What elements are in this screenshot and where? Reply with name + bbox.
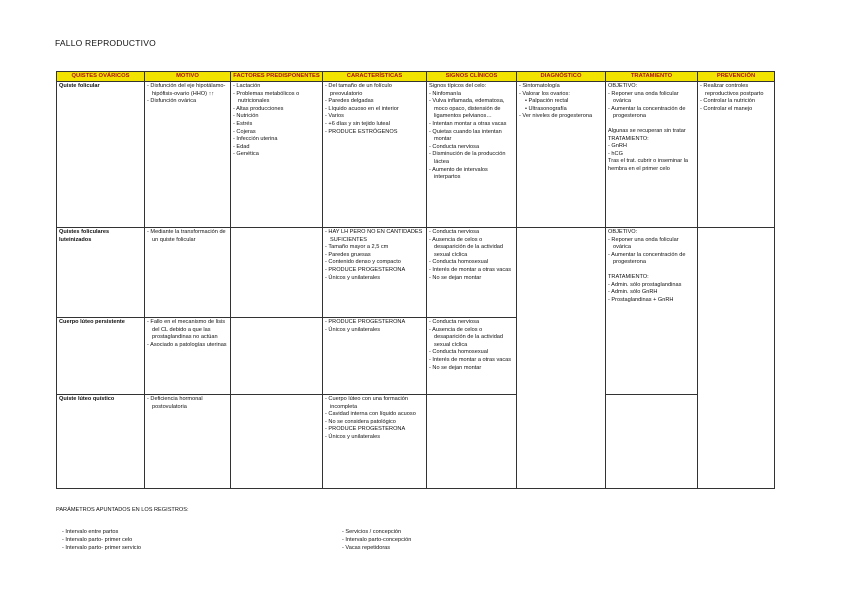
factores-cell: [231, 395, 323, 489]
list-item: - Genética: [233, 151, 320, 159]
list-item: - Estrés: [233, 121, 320, 129]
list-item: - Únicos y unilaterales: [325, 275, 424, 283]
row-label: Quiste lúteo quístico: [57, 395, 145, 489]
list-item: - Únicos y unilaterales: [325, 327, 424, 335]
list-item: - Líquido acuoso en el interior: [325, 106, 424, 114]
signos-cell: [427, 395, 517, 489]
list-item: - HAY LH PERO NO EN CANTIDADES SUFICIENTES: [325, 229, 424, 244]
caracteristicas-cell: [323, 82, 427, 228]
list-item: - Intentan montar a otras vacas: [429, 121, 514, 129]
table-row: [57, 228, 775, 318]
row-label: Quiste folicular: [57, 82, 145, 228]
list-item: - +6 días y sin tejido luteal: [325, 121, 424, 129]
caracteristicas-cell: [323, 228, 427, 318]
list-item: - Sintomatología: [519, 83, 603, 91]
list-item: - Intervalo parto-concepción: [342, 536, 502, 544]
list-item: - PRODUCE PROGESTERONA: [325, 426, 424, 434]
list-item: - No se dejan montar: [429, 275, 514, 283]
header-row: [57, 72, 775, 82]
list-item: - PRODUCE PROGESTERONA: [325, 319, 424, 327]
table-row: [57, 395, 775, 489]
header-cell: CARACTERÍSTICAS: [323, 72, 427, 82]
list-item: - No se considera patológico: [325, 419, 424, 427]
factores-cell: [231, 318, 323, 395]
list-item: - Ausencia de celos o desaparición de la actividad sexual cíclica: [429, 327, 514, 350]
list-item: - Paredes gruesas: [325, 252, 424, 260]
list-item: - Tamaño mayor a 2,5 cm: [325, 244, 424, 252]
row-label: Cuerpo lúteo persistente: [57, 318, 145, 395]
list-item: - Varios: [325, 113, 424, 121]
caracteristicas-cell: [323, 395, 427, 489]
list-item: - Aumentar la concentración de progesterona: [608, 252, 695, 267]
list-item: - hCG: [608, 151, 695, 159]
table-row: [57, 82, 775, 228]
list-item: - Prostaglandinas + GnRH: [608, 297, 695, 305]
cysts-table: [56, 71, 775, 489]
list-item: - Admin. sólo GnRH: [608, 289, 695, 297]
header-cell: SIGNOS CLÍNICOS: [427, 72, 517, 82]
header-cell: PREVENCIÓN: [698, 72, 775, 82]
list-item: - Reponer una onda folicular ovárica: [608, 237, 695, 252]
list-item: - Conducta nerviosa: [429, 319, 514, 327]
params-title: PARÁMETROS APUNTADOS EN LOS REGISTROS:: [56, 507, 189, 513]
motivo-cell: [145, 228, 231, 318]
params-list-right: [342, 528, 502, 552]
tratamiento-heading: TRATAMIENTO:: [608, 273, 649, 280]
header-cell: FACTORES PREDISPONENTES: [231, 72, 323, 82]
params-list-left: [62, 528, 172, 552]
tratamiento-objetivo: OBJETIVO:: [608, 229, 638, 235]
tratamiento-cell: [606, 228, 698, 395]
list-item: - Servicios / concepción: [342, 528, 502, 536]
list-item: - Cavidad interna con líquido acuoso: [325, 411, 424, 419]
list-item: • Ultrasonografía: [519, 106, 603, 114]
signos-cell: [427, 82, 517, 228]
tratamiento-cell: [606, 82, 698, 228]
signos-intro: Signos típicos del celo:: [429, 83, 487, 89]
list-item: - Interés de montar a otras vacas: [429, 267, 514, 275]
list-item: - Problemas metabólicos o nutricionales: [233, 91, 320, 106]
list-item: - Reponer una onda folicular ovárica: [608, 91, 695, 106]
list-item: - Del tamaño de un folículo preovulatorio: [325, 83, 424, 98]
list-item: - Disfunción del eje hipotálamo-hipófisis-ovario (HHO) ↑↑: [147, 83, 228, 98]
list-item: - Deficiencia hormonal postovulatoria: [147, 396, 228, 411]
list-item: - Vulva inflamada, edematosa, moco opaco, distensión de ligamentos pelvianos…: [429, 98, 514, 121]
caracteristicas-cell: [323, 318, 427, 395]
header-cell: TRATAMIENTO: [606, 72, 698, 82]
motivo-cell: [145, 395, 231, 489]
motivo-cell: [145, 318, 231, 395]
list-item: - Ninfomanía: [429, 91, 514, 99]
list-item: - Vacas repetidoras: [342, 544, 502, 552]
list-item: - Interés de montar a otras vacas: [429, 357, 514, 365]
factores-cell: [231, 82, 323, 228]
tratamiento-note: Algunas se recuperan sin tratar: [608, 127, 686, 134]
list-item: - Únicos y unilaterales: [325, 434, 424, 442]
motivo-cell: [145, 82, 231, 228]
list-item: - Realizar controles reproductivos postparto: [700, 83, 772, 98]
list-item: - Intervalo entre partos: [62, 528, 172, 536]
list-item: - Intervalo parto- primer celo: [62, 536, 172, 544]
list-item: - Mediante la transformación de un quiste folicular: [147, 229, 228, 244]
list-item: - GnRH: [608, 143, 695, 151]
list-item: - Fallo en el mecanismo de lisis del CL debido a que las prostaglandinas no actúan: [147, 319, 228, 342]
list-item: • Palpación rectal: [519, 98, 603, 106]
list-item: - Admin. sólo prostaglandinas: [608, 282, 695, 290]
list-item: - Asociado a patologías uterinas: [147, 342, 228, 350]
list-item: - PRODUCE ESTRÓGENOS: [325, 129, 424, 137]
signos-cell: [427, 228, 517, 318]
list-item: - Lactación: [233, 83, 320, 91]
header-cell: DIAGNÓSTICO: [517, 72, 606, 82]
list-item: - Disminución de la producción láctea: [429, 151, 514, 166]
tratamiento-objetivo: OBJETIVO:: [608, 83, 638, 89]
prevencion-cell: [698, 228, 775, 489]
list-item: - No se dejan montar: [429, 365, 514, 373]
diagnostico-cell: [517, 228, 606, 489]
list-item: - Conducta nerviosa: [429, 229, 514, 237]
list-item: - Cuerpo lúteo con una formación incompleta: [325, 396, 424, 411]
tratamiento-note: Tras el trat. cubrir o inseminar la hembra en el primer celo: [608, 158, 688, 172]
list-item: - Edad: [233, 144, 320, 152]
list-item: - Controlar el manejo: [700, 106, 772, 114]
list-item: - Valorar los ovarios:: [519, 91, 603, 99]
page-title: FALLO REPRODUCTIVO: [55, 38, 156, 48]
tratamiento-cell: [606, 395, 698, 489]
list-item: - Intervalo parto- primer servicio: [62, 544, 172, 552]
list-item: - Ausencia de celos o desaparición de la actividad sexual cíclica: [429, 237, 514, 260]
prevencion-cell: [698, 82, 775, 228]
tratamiento-heading: TRATAMIENTO:: [608, 135, 649, 142]
list-item: - Quietas cuando las intentan montar: [429, 129, 514, 144]
list-item: - Conducta homosexual: [429, 349, 514, 357]
list-item: - Conducta homosexual: [429, 259, 514, 267]
list-item: - Ver niveles de progesterona: [519, 113, 603, 121]
list-item: - Disfunción ovárica: [147, 98, 228, 106]
list-item: - Controlar la nutrición: [700, 98, 772, 106]
list-item: - Aumento de intervalos interpartos: [429, 167, 514, 182]
signos-cell: [427, 318, 517, 395]
factores-cell: [231, 228, 323, 318]
list-item: - Infección uterina: [233, 136, 320, 144]
header-cell: QUISTES OVÁRICOS: [57, 72, 145, 82]
list-item: - Paredes delgadas: [325, 98, 424, 106]
list-item: - Altas producciones: [233, 106, 320, 114]
list-item: - Conducta nerviosa: [429, 144, 514, 152]
list-item: - PRODUCE PROGESTERONA: [325, 267, 424, 275]
list-item: - Cojeras: [233, 129, 320, 137]
list-item: - Nutrición: [233, 113, 320, 121]
diagnostico-cell: [517, 82, 606, 228]
row-label: Quistes foliculares luteinizados: [57, 228, 145, 318]
list-item: - Aumentar la concentración de progesterona: [608, 106, 695, 121]
header-cell: MOTIVO: [145, 72, 231, 82]
list-item: - Contenido denso y compacto: [325, 259, 424, 267]
